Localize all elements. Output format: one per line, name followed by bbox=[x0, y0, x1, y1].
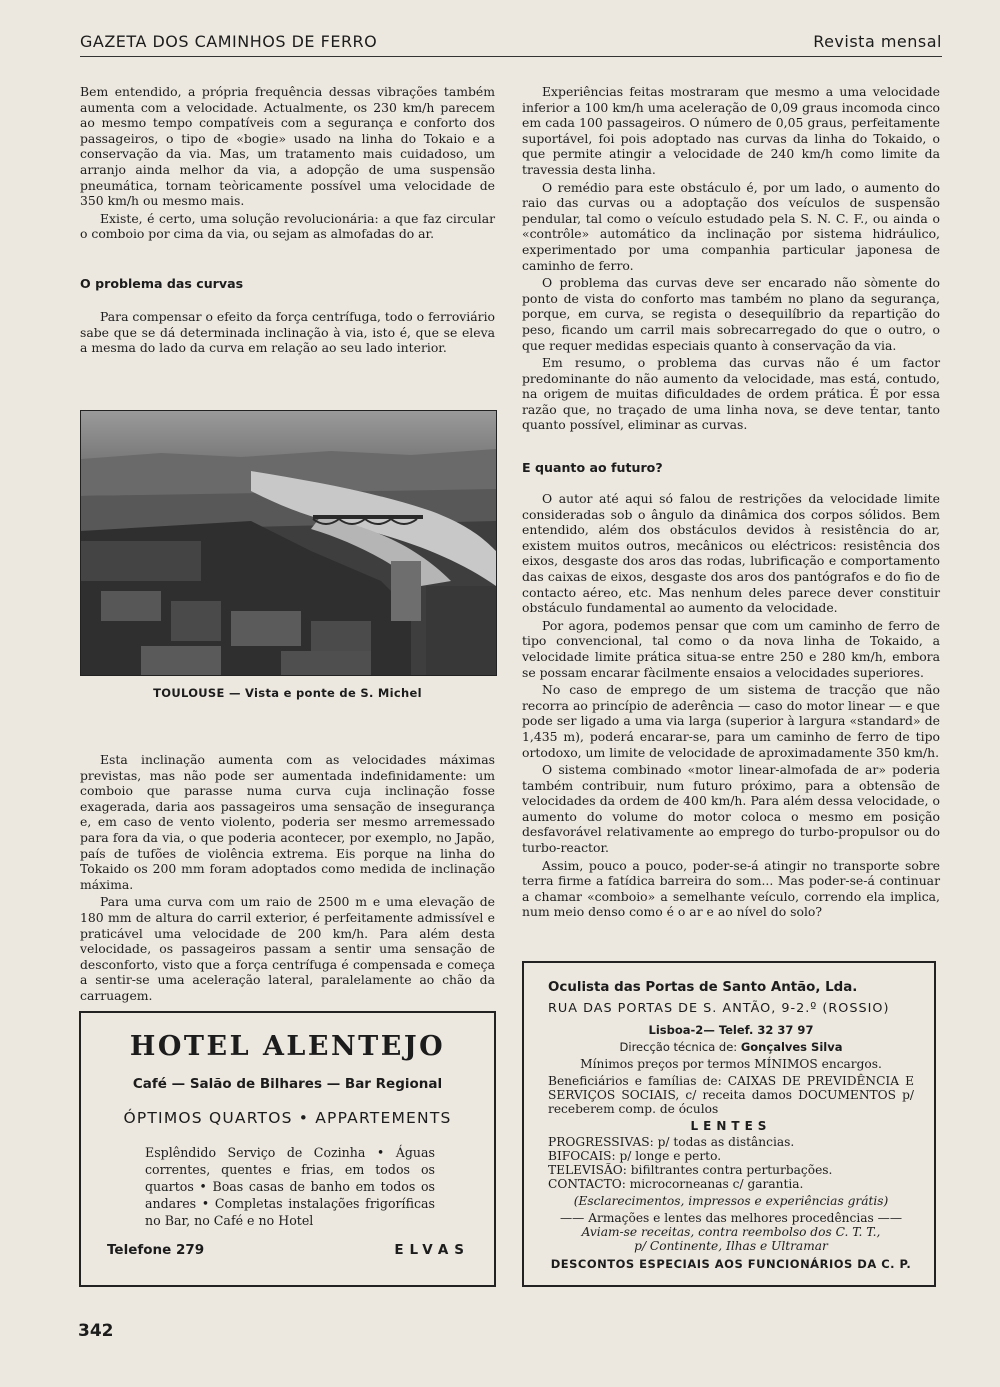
section-heading-future: E quanto ao futuro? bbox=[522, 460, 663, 475]
paragraph: Em resumo, o problema das curvas não é um factor predominante do não aumento da velocidade, mas está, contudo, na origem de muitas dificuldades de ordem prática. É por essa razão que, no traçado de uma linha nova, se deve tentar, tanto quanto possível, eliminar as curvas. bbox=[522, 355, 940, 433]
optician-prices: Mínimos preços por termos MÍNIMOS encargos. bbox=[580, 1057, 882, 1071]
optician-receipts: Aviam-se receitas, contra reembolso dos C. T. T., bbox=[581, 1225, 881, 1239]
right-column-bottom bbox=[522, 491, 940, 922]
paragraph: O sistema combinado «motor linear-almofada de ar» poderia também contribuir, num futuro próximo, para a obtensão de velocidades da ordem de 400 km/h. Para além dessa velocidade, o aumento do volume do motor coloca o mesmo em posição desfavorável relativamente ao emprego do turbo-propulsor ou do turbo-reactor. bbox=[522, 762, 940, 856]
right-column-top bbox=[522, 84, 940, 435]
publication-title: GAZETA DOS CAMINHOS DE FERRO bbox=[80, 32, 378, 51]
optician-beneficiaries: Beneficiários e famílias de: CAIXAS DE PREVIDÊNCIA E SERVIÇOS SOCIAIS, c/ receita damos DOCUMENTOS p/ receberem comp. de óculos bbox=[548, 1074, 914, 1116]
lentes-item: BIFOCAIS: p/ longe e perto. bbox=[548, 1149, 722, 1163]
hotel-phone: Telefone 279 bbox=[107, 1242, 205, 1258]
page-number: 342 bbox=[78, 1321, 114, 1341]
optician-frames: —— Armações e lentes das melhores procedências —— bbox=[559, 1211, 903, 1225]
left-column-top bbox=[80, 84, 495, 244]
paragraph: Bem entendido, a própria frequência dessas vibrações também aumenta com a velocidade. Actualmente, os 230 km/h parecem ao mesmo tempo compatíveis com a segurança e conforto dos passageiros, o tipo de «bogie» usado na linha do Tokaio e a conservação da via. Mas, um tratamento mais cuidadoso, um arranjo ainda melhor da via, a adopção de uma suspensão pneumática, tornam teòricamente possível uma velocidade de 350 km/h ou mesmo mais. bbox=[80, 84, 495, 209]
hotel-advertisement bbox=[79, 1011, 496, 1287]
optician-name: Oculista das Portas de Santo Antão, Lda. bbox=[548, 980, 858, 995]
optician-clarifications: (Esclarecimentos, impressos e experiências grátis) bbox=[573, 1194, 889, 1208]
hotel-services: Café — Salão de Bilhares — Bar Regional bbox=[132, 1076, 443, 1092]
paragraph: O problema das curvas deve ser encarado não sòmente do ponto de vista do conforto mas também no plano da segurança, porque, em curva, se regista o desequilíbrio da repartição do peso, ficando um carril mais sobrecarregado do que o outro, o que requer medidas especiais quanto à conservação da via. bbox=[522, 275, 940, 353]
left-column-mid bbox=[80, 309, 495, 358]
paragraph: Existe, é certo, uma solução revolucionária: a que faz circular o comboio por cima da via, ou sejam as almofadas do ar. bbox=[80, 210, 495, 242]
hotel-description: Esplêndido Serviço de Cozinha • Águas correntes, quentes e frias, em todos os quartos • Boas casas de banho em todos os andares • Completas instalações frigoríficas no Bar, no Café e no Hotel bbox=[145, 1145, 435, 1228]
paragraph: O autor até aqui só falou de restrições da velocidade limite consideradas sob o ângulo da dinâmica dos corpos sólidos. Bem entendido, além dos obstáculos devidos à resistência do ar, existem muitos outros, mecânicos ou eléctricos: resistência dos eixos, desgaste dos aros das rodas, lubrificação e comportamento das caixas de eixos, desgaste dos aros dos pantógrafos e do fio de contacto aéreo, etc. Mas nenhum deles parece dever constituir obstáculo fundamental ao aumento da velocidade. bbox=[522, 491, 940, 616]
paragraph: Por agora, podemos pensar que com um caminho de ferro de tipo convencional, tal como o da nova linha de Tokaido, a velocidade limite prática situa-se entre 250 e 280 km/h, embora se possam encarar fàcilmente ensaios a velocidades superiores. bbox=[522, 617, 940, 680]
direction-label: Direcção técnica de: bbox=[619, 1040, 738, 1054]
optician-discount: DESCONTOS ESPECIAIS AOS FUNCIONÁRIOS DA C. P. bbox=[550, 1257, 912, 1271]
left-column-bottom bbox=[80, 752, 495, 1006]
optician-phone: Lisboa-2— Telef. 32 37 97 bbox=[648, 1023, 814, 1037]
paragraph: Para uma curva com um raio de 2500 m e uma elevação de 180 mm de altura do carril exterior, é perfeitamente admissível e praticável uma velocidade de 200 km/h. Para além desta velocidade, os passageiros passam a sentir uma sensação de desconforto, visto que a força centrífuga é compensada e começa a sentir-se uma aceleração lateral, paralelamente ao chão da carruagem. bbox=[80, 894, 495, 1003]
paragraph: O remédio para este obstáculo é, por um lado, o aumento do raio das curvas ou a adoptação dos veículos de suspensão pendular, tal como o veículo estudado pela S. N. C. F., ou ainda o «contrôle» automático da inclinação por sistema hidráulico, experimentado por uma companhia particular japonesa de caminho de ferro. bbox=[522, 179, 940, 273]
optician-address: RUA DAS PORTAS DE S. ANTÃO, 9-2.º (ROSSIO) bbox=[548, 1001, 890, 1016]
section-heading-curves: O problema das curvas bbox=[80, 276, 244, 291]
optician-advertisement bbox=[522, 961, 936, 1287]
paragraph: Assim, pouco a pouco, poder-se-á atingir no transporte sobre terra firme a fatídica barreira do som... Mas poder-se-á continuar a chamar «comboio» a semelhante veículo, correndo ela implica, num meio denso como é o ar e ao nível do solo? bbox=[522, 857, 940, 920]
paragraph: Esta inclinação aumenta com as velocidades máximas previstas, mas não pode ser aumentada indefinidamente: um comboio que parasse numa curva cuja inclinação fosse exagerada, daria aos passageiros uma sensação de insegurança e, em caso de vento violento, poderia ser mesmo arremessado para fora da via, o que poderia acontecer, por exemplo, no Japão, país de tufões de violência extrema. Eis porque na linha do Tokaido os 200 mm foram adoptados como medida de inclinação máxima. bbox=[80, 752, 495, 892]
optician-direction bbox=[548, 1040, 914, 1054]
lentes-title: LENTES bbox=[690, 1119, 772, 1133]
optician-receipts-regions: p/ Continente, Ilhas e Ultramar bbox=[634, 1239, 828, 1253]
paragraph: Para compensar o efeito da força centrífuga, todo o ferroviário sabe que se dá determinada inclinação à via, isto é, que se eleva a mesma do lado da curva em relação ao seu lado interior. bbox=[80, 309, 495, 356]
lentes-item: PROGRESSIVAS: p/ todas as distâncias. bbox=[548, 1135, 795, 1149]
hotel-name: HOTEL ALENTEJO bbox=[129, 1031, 446, 1062]
photo-caption: TOULOUSE — Vista e ponte de S. Michel bbox=[153, 686, 422, 700]
lentes-item: CONTACTO: microcorneanas c/ garantia. bbox=[548, 1177, 804, 1191]
publication-subtitle: Revista mensal bbox=[813, 32, 942, 51]
paragraph: No caso de emprego de um sistema de tracção que não recorra ao princípio de aderência — caso do motor linear — e que pode ser ligado a uma via larga (superior à largura «standard» de 1,435 m), poderá encarar-se, para um caminho de ferro de tipo ortodoxo, um limite de velocidade de aproximadamente 350 km/h. bbox=[522, 682, 940, 760]
city-river-image bbox=[81, 411, 496, 675]
hotel-rooms: ÓPTIMOS QUARTOS • APPARTEMENTS bbox=[123, 1109, 452, 1127]
toulouse-photo bbox=[80, 410, 497, 676]
paragraph: Experiências feitas mostraram que mesmo a uma velocidade inferior a 100 km/h uma aceleração de 0,09 graus incomoda cinco em cada 100 passageiros. O número de 0,05 graus, perfeitamente suportável, foi pois adoptado nas curvas da linha do Tokaido, o que permite atingir a velocidade de 240 km/h como limite da travessia desta linha. bbox=[522, 84, 940, 177]
hotel-city: ELVAS bbox=[394, 1242, 470, 1258]
page-header bbox=[80, 30, 942, 57]
direction-name: Gonçalves Silva bbox=[740, 1040, 843, 1054]
lentes-item: TELEVISÃO: bifiltrantes contra perturbações. bbox=[548, 1163, 833, 1177]
